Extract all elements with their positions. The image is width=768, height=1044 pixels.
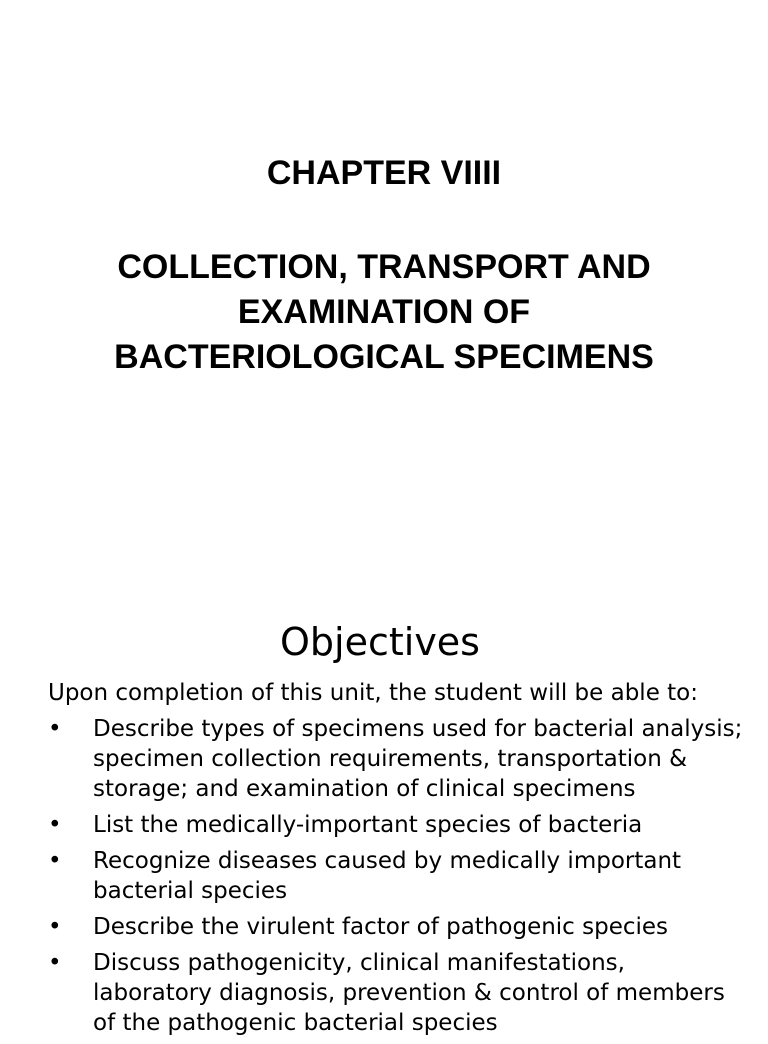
objective-line: of the pathogenic bacterial species xyxy=(93,1010,498,1036)
objective-line: Discuss pathogenicity, clinical manifestations, xyxy=(93,950,625,976)
chapter-title-line: COLLECTION, TRANSPORT AND xyxy=(117,248,651,286)
chapter-heading: CHAPTER VIIII xyxy=(266,154,502,192)
objective-line: List the medically-important species of bacteria xyxy=(93,812,643,838)
objective-item xyxy=(48,948,748,1038)
objective-item xyxy=(48,912,748,942)
objectives-intro: Upon completion of this unit, the student will be able to: xyxy=(48,680,698,706)
bullet-icon: • xyxy=(48,848,62,874)
objectives-list xyxy=(48,714,748,1044)
chapter-title-line: EXAMINATION OF xyxy=(237,293,531,331)
objective-line: bacterial species xyxy=(93,878,288,904)
bullet-icon: • xyxy=(48,950,62,976)
chapter-title-line: BACTERIOLOGICAL SPECIMENS xyxy=(114,338,654,376)
objective-line: Describe types of specimens used for bacterial analysis; xyxy=(93,716,743,742)
objective-line: specimen collection requirements, transportation & xyxy=(93,746,688,772)
objective-item xyxy=(48,810,748,840)
objective-line: storage; and examination of clinical specimens xyxy=(93,776,636,802)
objective-item xyxy=(48,846,748,906)
objectives-slide xyxy=(0,576,768,1036)
bullet-icon: • xyxy=(48,716,62,742)
bullet-icon: • xyxy=(48,812,62,838)
objective-line: Describe the virulent factor of pathogenic species xyxy=(93,914,669,940)
chapter-title xyxy=(0,245,768,380)
objective-line: laboratory diagnosis, prevention & control of members xyxy=(93,980,725,1006)
bullet-icon: • xyxy=(48,914,62,940)
objectives-heading: Objectives xyxy=(280,620,480,664)
objective-item xyxy=(48,714,748,804)
objective-line: Recognize diseases caused by medically important xyxy=(93,848,682,874)
